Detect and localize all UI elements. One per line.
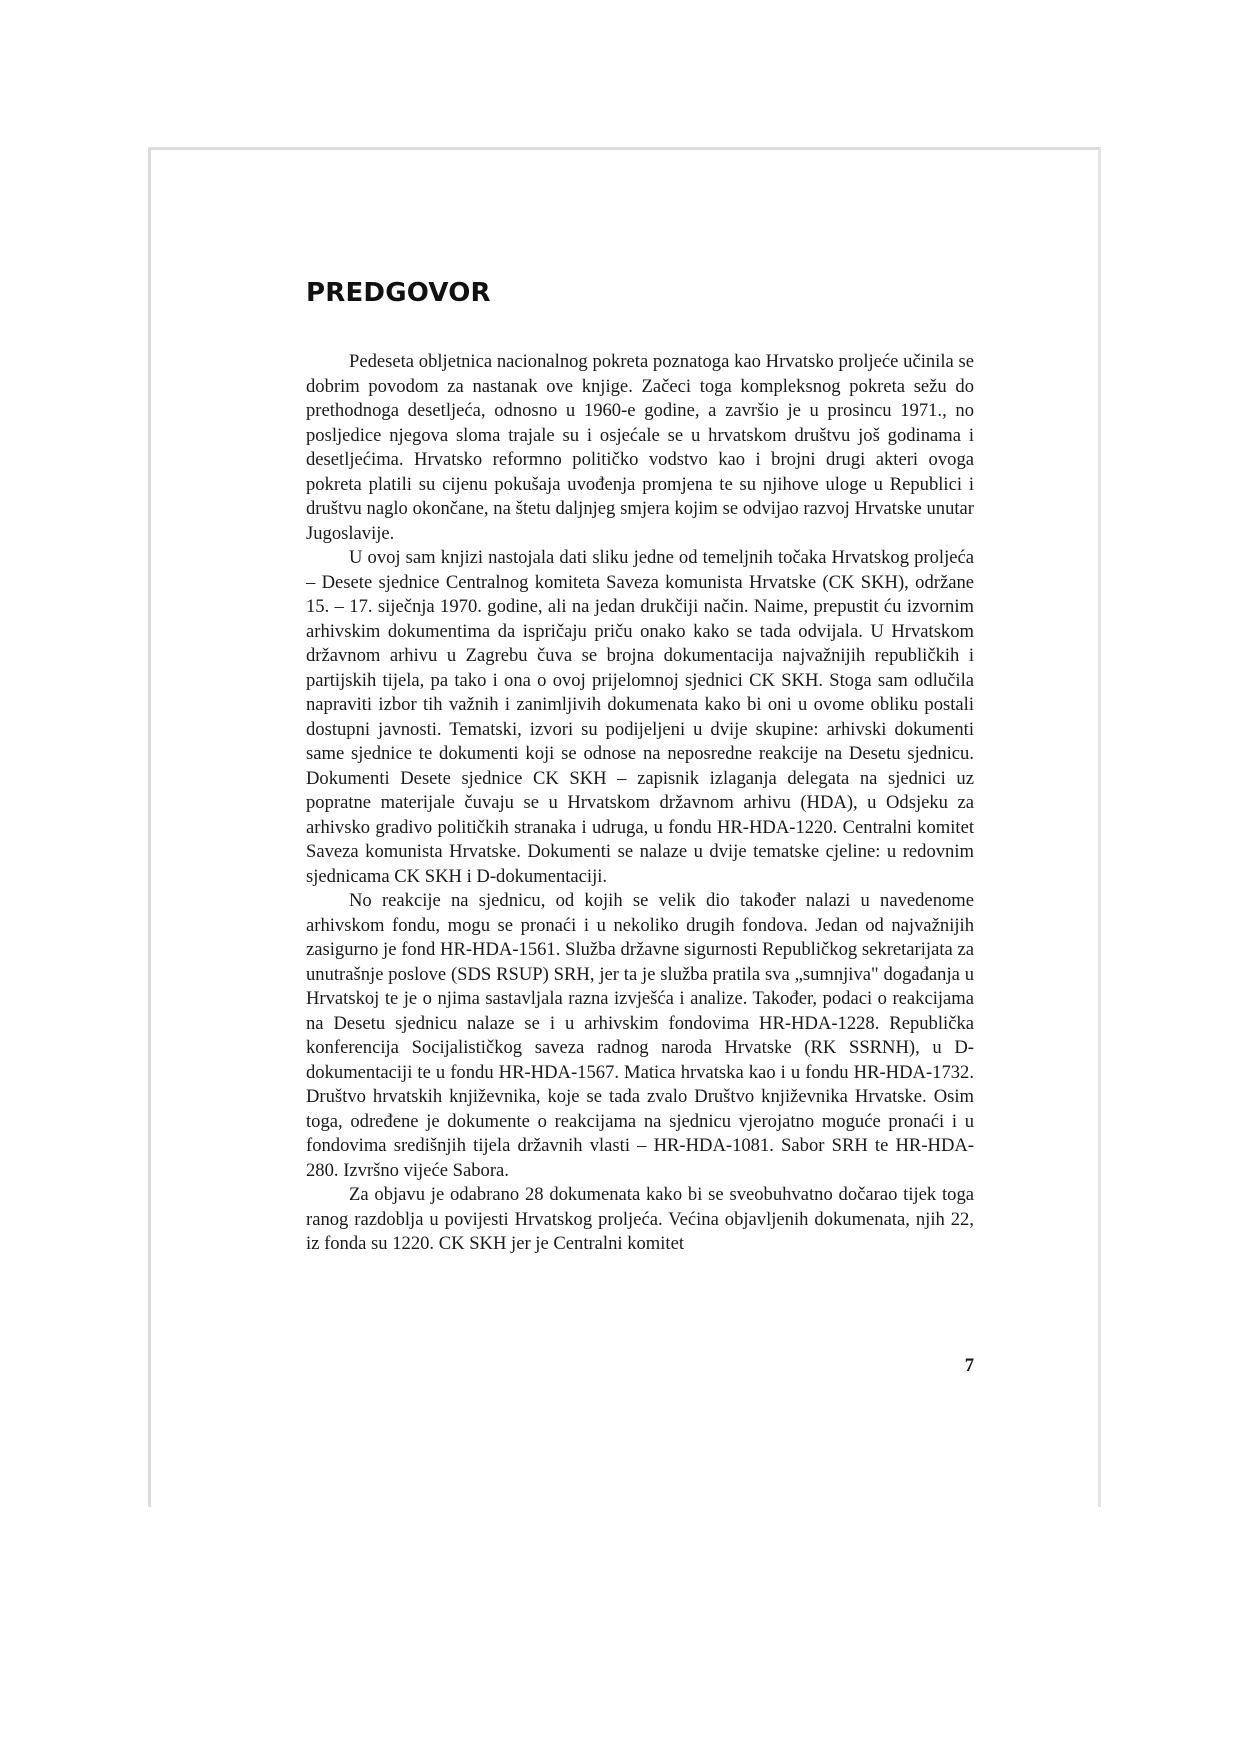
paragraph-4: Za objavu je odabrano 28 dokumenata kako bi se sveobuhvatno dočarao tijek toga ranog razdoblja u povijesti Hrvatskog proljeća. Većina objavljenih dokumenata, njih 22, iz fonda su 1220. CK SKH jer je Centralni komitet <box>306 1184 974 1254</box>
paragraph-2: U ovoj sam knjizi nastojala dati sliku jedne od temeljnih točaka Hrvatskog proljeća – Desete sjednice Centralnog komiteta Saveza komunista Hrvatske (CK SKH), održane 15. – 17. siječnja 1970. godine, ali na jedan drukčiji način. Naime, prepustit ću izvornim arhivskim dokumentima da ispričaju priču onako kako se tada odvijala. U Hrvatskom državnom arhivu u Zagrebu čuva se brojna dokumentacija najvažnijih republičkih i partijskih tijela, pa tako i ona o ovoj prijelomnoj sjednici CK SKH. Stoga sam odlučila napraviti izbor tih važnih i zanimljivih dokumenata kako bi oni u ovome obliku postali dostupni javnosti. Tematski, izvori su podijeljeni u dvije skupine: arhivski dokumenti same sjednice te dokumenti koji se odnose na neposredne reakcije na Desetu sjednicu. Dokumenti Desete sjednice CK SKH – zapisnik izlaganja delegata na sjednici uz popratne materijale čuvaju se u Hrvatskom državnom arhivu (HDA), u Odsjeku za arhivsko gradivo političkih stranaka i udruga, u fondu HR-HDA-1220. Centralni komitet Saveza komunista Hrvatske. Dokumenti se nalaze u dvije tematske cjeline: u redovnim sjednicama CK SKH i D-dokumentaciji. <box>306 547 974 887</box>
paragraph-3: No reakcije na sjednicu, od kojih se velik dio također nalazi u navedenome arhivskom fondu, mogu se pronaći i u nekoliko drugih fondova. Jedan od najvažnijih zasigurno je fond HR-HDA-1561. Služba državne sigurnosti Republičkog sekretarijata za unutrašnje poslove (SDS RSUP) SRH, jer ta je služba pratila sva „sumnjiva" događanja u Hrvatskoj te je o njima sastavljala razna izvješća i analize. Također, podaci o reakcijama na Desetu sjednicu nalaze se i u arhivskim fondovima HR-HDA-1228. Republička konferencija Socijalističkog saveza radnog naroda Hrvatske (RK SSRNH), u D-dokumentaciji te u fondu HR-HDA-1567. Matica hrvatska kao i u fondu HR-HDA-1732. Društvo hrvatskih književnika, koje se tada zvalo Društvo književnika Hrvatske. Osim toga, određene je dokumente o reakcijama na sjednicu vjerojatno moguće pronaći i u fondovima središnjih tijela državnih vlasti – HR-HDA-1081. Sabor SRH te HR-HDA-280. Izvršno vijeće Sabora. <box>306 890 974 1181</box>
chapter-title: PREDGOVOR <box>306 278 491 308</box>
body-text <box>306 350 974 1257</box>
page-number: 7 <box>964 1355 974 1376</box>
paragraph-1: Pedeseta obljetnica nacionalnog pokreta poznatoga kao Hrvatsko proljeće učinila se dobrim povodom za nastanak ove knjige. Začeci toga kompleksnog pokreta sežu do prethodnoga desetljeća, odnosno u 1960-e godine, a završio je u prosincu 1971., no posljedice njegova sloma trajale su i osjećale se u hrvatskom društvu još godinama i desetljećima. Hrvatsko reformno političko vodstvo kao i brojni drugi akteri ovoga pokreta platili su cijenu pokušaja uvođenja promjena te su njihove uloge u Republici i društvu naglo okončane, na štetu daljnjeg smjera kojim se odvijao razvoj Hrvatske unutar Jugoslavije. <box>306 351 974 544</box>
